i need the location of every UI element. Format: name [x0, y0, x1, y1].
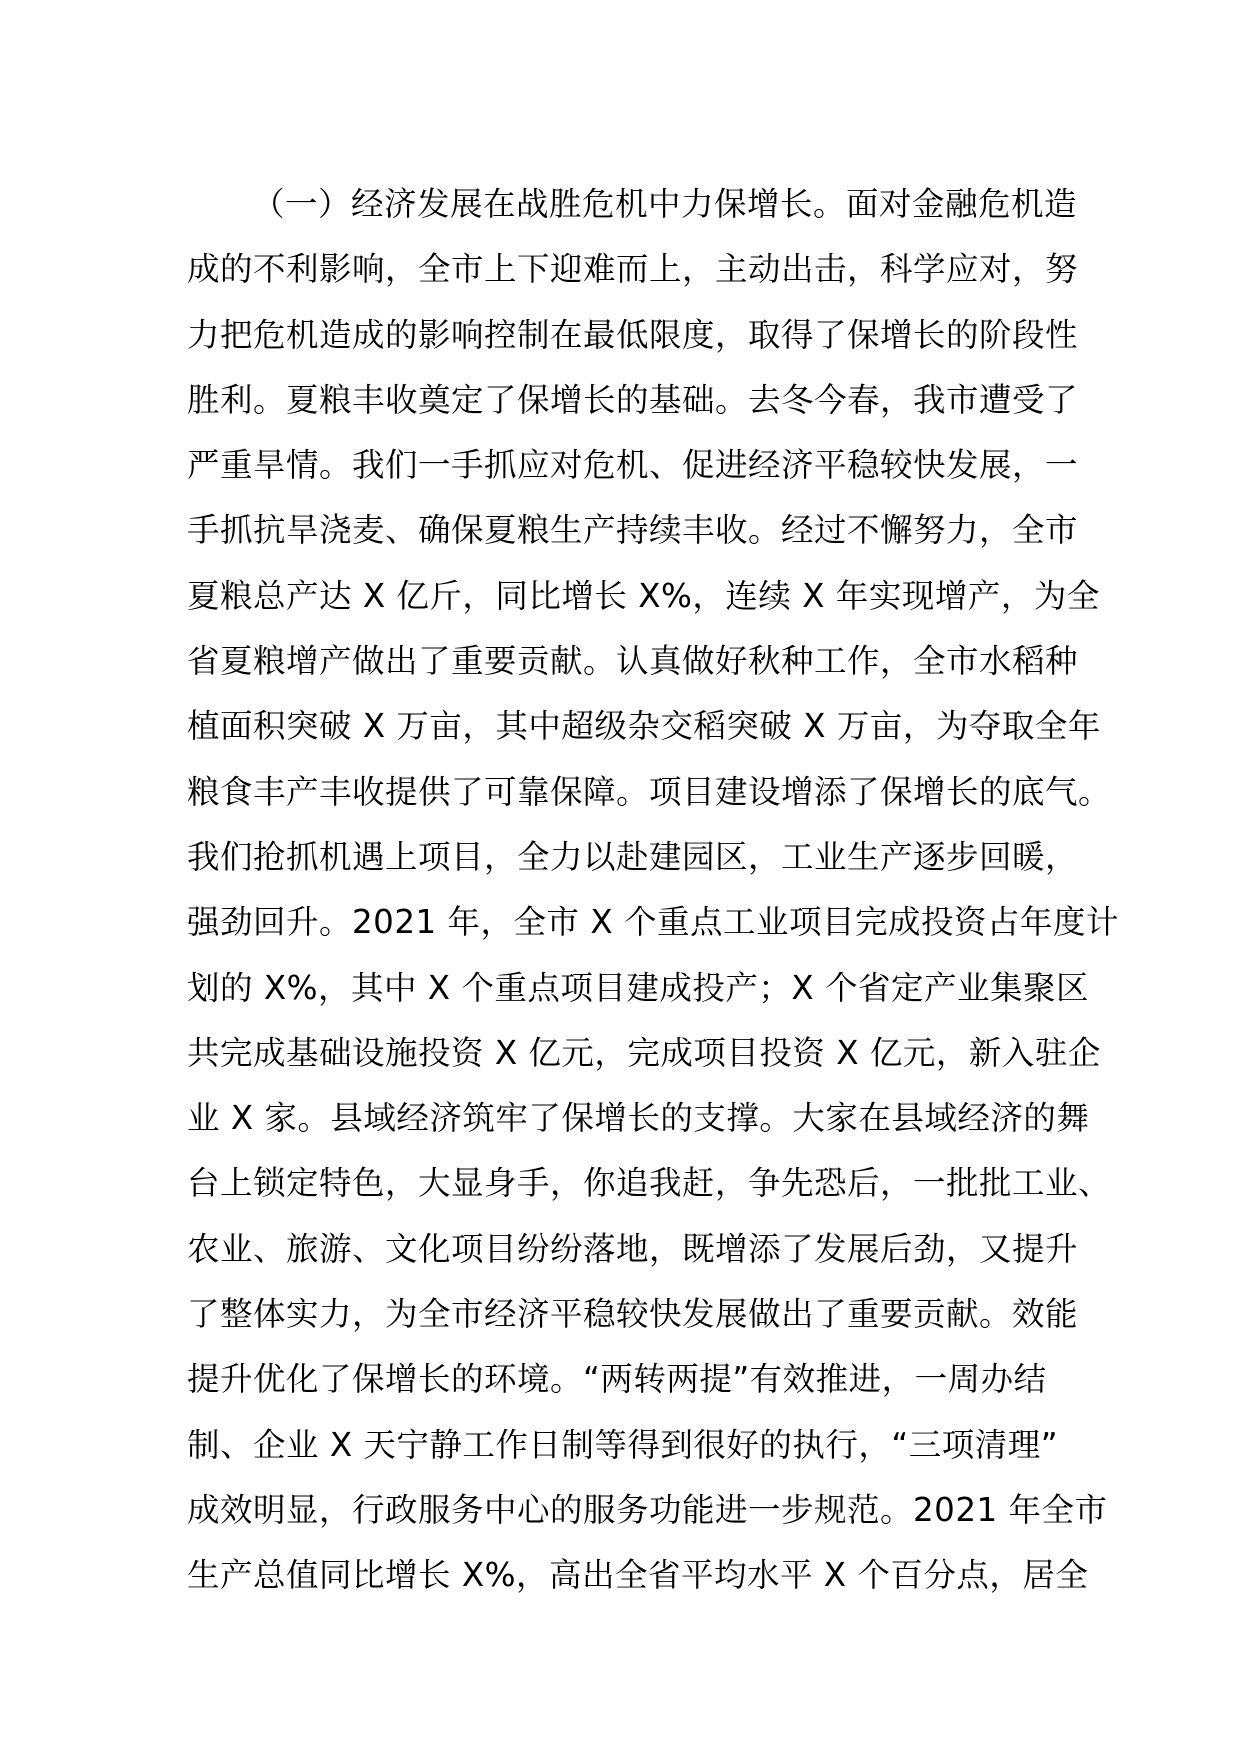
paragraph-line: 胜利。夏粮丰收奠定了保增长的基础。去冬今春，我市遭受了: [187, 380, 1079, 419]
paragraph-line: 粮食丰产丰收提供了可靠保障。项目建设增添了保增长的底气。: [187, 772, 1112, 811]
paragraph-line: 强劲回升。2021 年，全市 X 个重点工业项目完成投资占年度计: [187, 903, 1119, 942]
paragraph-line: 台上锁定特色，大显身手，你追我赶，争先恐后，一批批工业、: [187, 1164, 1112, 1203]
paragraph-line: 业 X 家。县域经济筑牢了保增长的支撑。大家在县域经济的舞: [187, 1099, 1090, 1138]
paragraph-line: 生产总值同比增长 X%，高出全省平均水平 X 个百分点，居全: [187, 1556, 1089, 1595]
paragraph-line: 成的不利影响，全市上下迎难而上，主动出击，科学应对，努: [187, 250, 1079, 289]
paragraph-line: （一）经济发展在战胜危机中力保增长。面对金融危机造: [252, 185, 1078, 223]
paragraph-line: 植面积突破 X 万亩，其中超级杂交稻突破 X 万亩，为夺取全年: [187, 707, 1101, 746]
paragraph-line: 力把危机造成的影响控制在最低限度，取得了保增长的阶段性: [187, 315, 1079, 354]
paragraph-line: 共完成基础设施投资 X 亿元，完成项目投资 X 亿元，新入驻企: [187, 1033, 1101, 1072]
paragraph-line: 省夏粮增产做出了重要贡献。认真做好秋种工作，全市水稻种: [187, 642, 1079, 681]
paragraph-line: 我们抢抓机遇上项目，全力以赴建园区，工业生产逐步回暖，: [187, 837, 1079, 876]
paragraph-line: 农业、旅游、文化项目纷纷落地，既增添了发展后劲，又提升: [187, 1229, 1079, 1268]
paragraph-line: 夏粮总产达 X 亿斤，同比增长 X%，连续 X 年实现增产，为全: [187, 576, 1100, 615]
paragraph-line: 手抓抗旱浇麦、确保夏粮生产持续丰收。经过不懈努力，全市: [187, 511, 1079, 550]
paragraph-line: 划的 X%，其中 X 个重点项目建成投产；X 个省定产业集聚区: [187, 968, 1089, 1007]
paragraph-line: 制、企业 X 天宁静工作日制等得到很好的执行，“三项清理”: [187, 1425, 1059, 1464]
body-paragraph: [187, 172, 1119, 1609]
paragraph-line: 严重旱情。我们一手抓应对危机、促进经济平稳较快发展，一: [187, 446, 1079, 485]
paragraph-line: 成效明显，行政服务中心的服务功能进一步规范。2021 年全市: [187, 1490, 1108, 1529]
paragraph-line: 了整体实力，为全市经济平稳较快发展做出了重要贡献。效能: [187, 1295, 1079, 1334]
paragraph-line: 提升优化了保增长的环境。“两转两提”有效推进，一周办结: [187, 1360, 1047, 1399]
